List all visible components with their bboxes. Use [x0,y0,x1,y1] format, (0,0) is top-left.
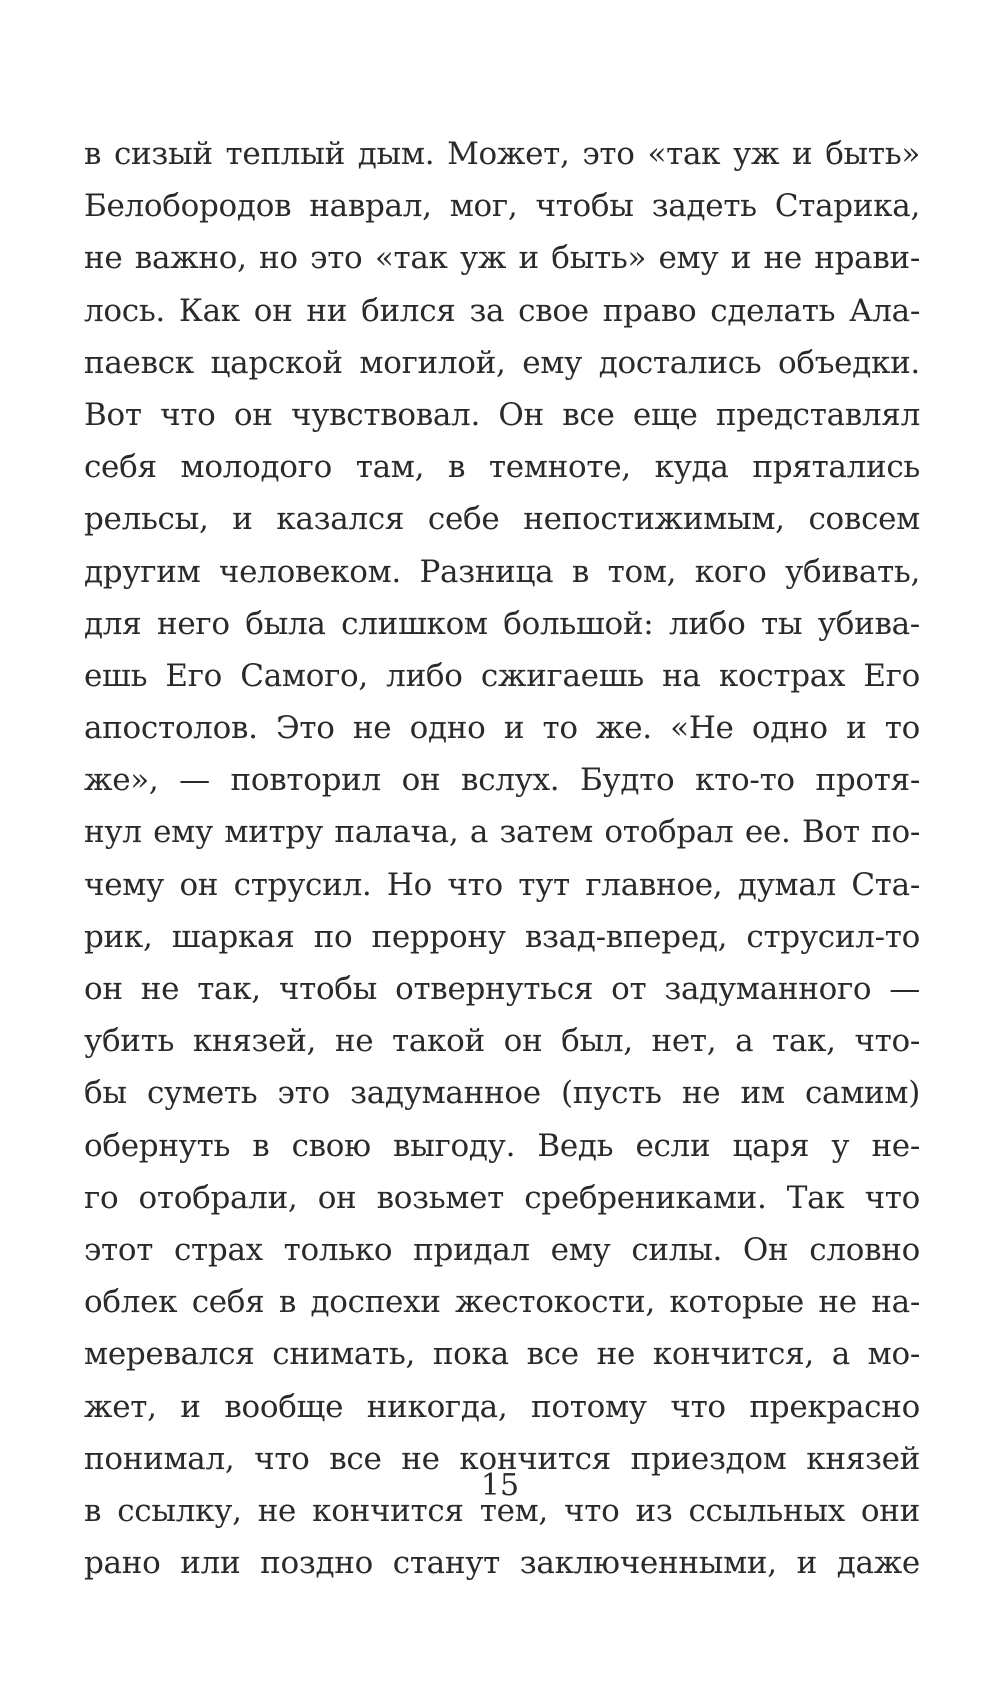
text-line: Вот что он чувствовал. Он все еще представлял [84,396,920,433]
text-line: меревался снимать, пока все не кончится, а мо- [84,1336,921,1373]
text-line: облек себя в доспехи жестокости, которые не на- [84,1284,921,1321]
text-line: паевск царской могилой, ему достались объедки. [84,344,920,381]
text-line: го отобрали, он возьмет сребрениками. Так что [84,1179,920,1216]
text-line: в ссылку, не кончится тем, что из ссыльных они [84,1492,921,1529]
text-line: Белобородов наврал, мог, чтобы задеть Старика, [84,188,920,225]
text-line: не важно, но это «так уж и быть» ему и не нрави- [84,240,921,277]
text-line: нул ему митру палача, а затем отобрал ее. Вот по- [84,814,921,851]
text-line: жет, и вообще никогда, потому что прекрасно [84,1388,920,1425]
text-line: рик, шаркая по перрону взад-вперед, струсил-то [84,918,920,955]
text-line: он не так, чтобы отвернуться от задуманного — [84,971,920,1007]
text-line: рано или поздно станут заключенными, и даже [84,1545,920,1582]
text-line: другим человеком. Разница в том, кого убивать, [84,553,920,590]
text-line: рельсы, и казался себе непостижимым, совсем [84,501,920,538]
text-line: бы суметь это задуманное (пусть не им самим) [84,1075,920,1112]
body-text [84,128,920,1589]
text-line: в сизый теплый дым. Может, это «так уж и быть» [84,136,921,172]
text-line: лось. Как он ни бился за свое право сделать Ала- [84,292,921,329]
text-line: ешь Его Самого, либо сжигаешь на кострах Его [84,657,921,694]
text-line: для него была слишком большой: либо ты убива- [84,605,920,642]
text-line: чему он струсил. Но что тут главное, думал Ста- [84,866,920,903]
text-line: апостолов. Это не одно и то же. «Не одно и то [84,710,920,747]
page-number: 15 [480,1468,520,1503]
text-line: убить князей, не такой он был, нет, а так, что- [84,1023,921,1060]
text-line: же», — повторил он вслух. Будто кто-то протя- [84,762,921,799]
text-line: этот страх только придал ему силы. Он словно [84,1231,920,1268]
text-line: обернуть в свою выгоду. Ведь если царя у не- [84,1127,921,1164]
text-line: себя молодого там, в темноте, куда прятались [84,449,921,486]
text-line: понимал, что все не кончится приездом князей [84,1440,920,1477]
